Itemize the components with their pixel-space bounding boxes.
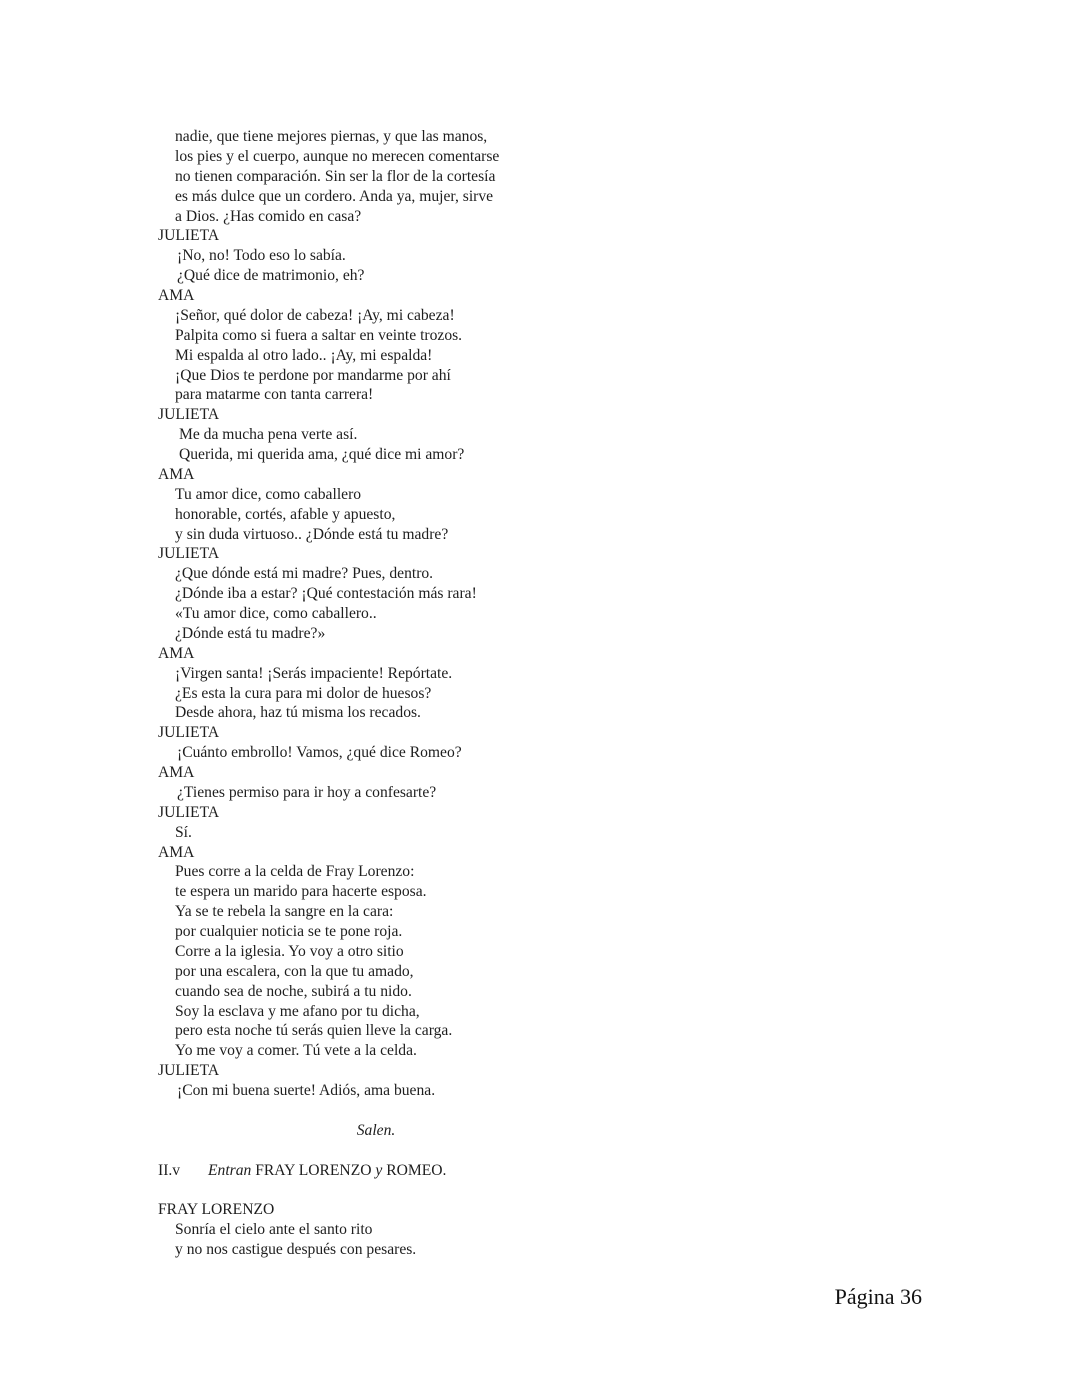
verse-line: ¿Tienes permiso para ir hoy a confesarte? xyxy=(177,783,437,801)
verse-line: Ya se te rebela la sangre en la cara: xyxy=(175,903,394,921)
scene-heading xyxy=(158,1161,858,1181)
speaker-name: JULIETA xyxy=(158,227,220,245)
scene-entran: Entran xyxy=(208,1161,252,1179)
speaker-name: JULIETA xyxy=(158,545,220,563)
scene-names-1: FRAY LORENZO xyxy=(255,1161,372,1179)
verse-line: a Dios. ¿Has comido en casa? xyxy=(175,207,362,225)
verse-line: nadie, que tiene mejores piernas, y que las manos, xyxy=(175,128,488,145)
page-number: Página 36 xyxy=(834,1284,922,1309)
verse-line: Desde ahora, haz tú misma los recados. xyxy=(175,704,421,722)
verse-line: Sí. xyxy=(175,823,192,841)
verse-line: Yo me voy a comer. Tú vete a la celda. xyxy=(175,1042,417,1060)
verse-line: no tienen comparación. Sin ser la flor de la cortesía xyxy=(175,167,496,185)
verse-line: Mi espalda al otro lado.. ¡Ay, mi espalda! xyxy=(175,346,433,364)
verse-line: Palpita como si fuera a saltar en veinte trozos. xyxy=(175,326,463,344)
speaker-name: AMA xyxy=(158,843,195,861)
verse-line: Corre a la iglesia. Yo voy a otro sitio xyxy=(175,942,404,960)
scene-names-2: ROMEO. xyxy=(386,1161,447,1179)
scene-conjunction: y xyxy=(375,1161,383,1179)
verse-line: ¡Que Dios te perdone por mandarme por ahí xyxy=(175,366,451,384)
verse-line: Soy la esclava y me afano por tu dicha, xyxy=(175,1002,420,1020)
speaker-name: AMA xyxy=(158,465,195,483)
speaker-name: JULIETA xyxy=(158,406,220,424)
verse-line: honorable, cortés, afable y apuesto, xyxy=(175,505,396,523)
verse-line: ¿Dónde está tu madre?» xyxy=(175,624,326,642)
speaker-name: JULIETA xyxy=(158,724,220,742)
verse-line: ¿Qué dice de matrimonio, eh? xyxy=(177,267,365,285)
verse-line: Pues corre a la celda de Fray Lorenzo: xyxy=(175,863,415,881)
verse-line: ¿Es esta la cura para mi dolor de huesos? xyxy=(175,684,432,702)
verse-line: por una escalera, con la que tu amado, xyxy=(175,962,414,980)
scene-number: II.v xyxy=(158,1161,181,1179)
verse-line: ¡Cuánto embrollo! Vamos, ¿qué dice Romeo? xyxy=(177,744,462,762)
verse-line: los pies y el cuerpo, aunque no merecen comentarse xyxy=(175,147,500,165)
verse-line: por cualquier noticia se te pone roja. xyxy=(175,923,403,940)
verse-line: es más dulce que un cordero. Anda ya, mujer, sirve xyxy=(175,187,494,205)
verse-line: y sin duda virtuoso.. ¿Dónde está tu madre? xyxy=(175,525,449,543)
verse-line: pero esta noche tú serás quien lleve la carga. xyxy=(175,1022,453,1040)
speaker-name: AMA xyxy=(158,644,195,662)
verse-line: ¡Virgen santa! ¡Serás impaciente! Repórtate. xyxy=(175,664,453,682)
play-text xyxy=(158,127,858,1260)
verse-line: Querida, mi querida ama, ¿qué dice mi amor? xyxy=(179,446,465,463)
verse-line: ¡Señor, qué dolor de cabeza! ¡Ay, mi cabeza! xyxy=(175,306,455,324)
verse-line: te espera un marido para hacerte esposa. xyxy=(175,883,427,901)
verse-line: Sonría el cielo ante el santo rito xyxy=(175,1221,373,1239)
speaker-name: FRAY LORENZO xyxy=(158,1201,275,1219)
verse-line: cuando sea de noche, subirá a tu nido. xyxy=(175,982,412,1000)
verse-line: «Tu amor dice, como caballero.. xyxy=(175,605,377,622)
verse-line: Tu amor dice, como caballero xyxy=(175,485,362,503)
verse-line: ¡No, no! Todo eso lo sabía. xyxy=(177,247,346,265)
speaker-name: AMA xyxy=(158,764,195,781)
verse-line: ¡Con mi buena suerte! Adiós, ama buena. xyxy=(177,1082,436,1099)
stage-direction: Salen. xyxy=(356,1121,396,1139)
verse-line: para matarme con tanta carrera! xyxy=(175,386,374,404)
verse-line: Me da mucha pena verte así. xyxy=(179,426,358,444)
speaker-name: JULIETA xyxy=(158,1062,220,1080)
verse-line: ¿Dónde iba a estar? ¡Qué contestación más rara! xyxy=(175,585,477,603)
verse-line: ¿Que dónde está mi madre? Pues, dentro. xyxy=(175,565,434,583)
speaker-name: AMA xyxy=(158,287,195,304)
dialogue-lines xyxy=(158,127,858,1101)
verse-line: y no nos castigue después con pesares. xyxy=(175,1241,417,1258)
scene-dialogue-lines xyxy=(158,1200,858,1260)
speaker-name: JULIETA xyxy=(158,803,220,821)
